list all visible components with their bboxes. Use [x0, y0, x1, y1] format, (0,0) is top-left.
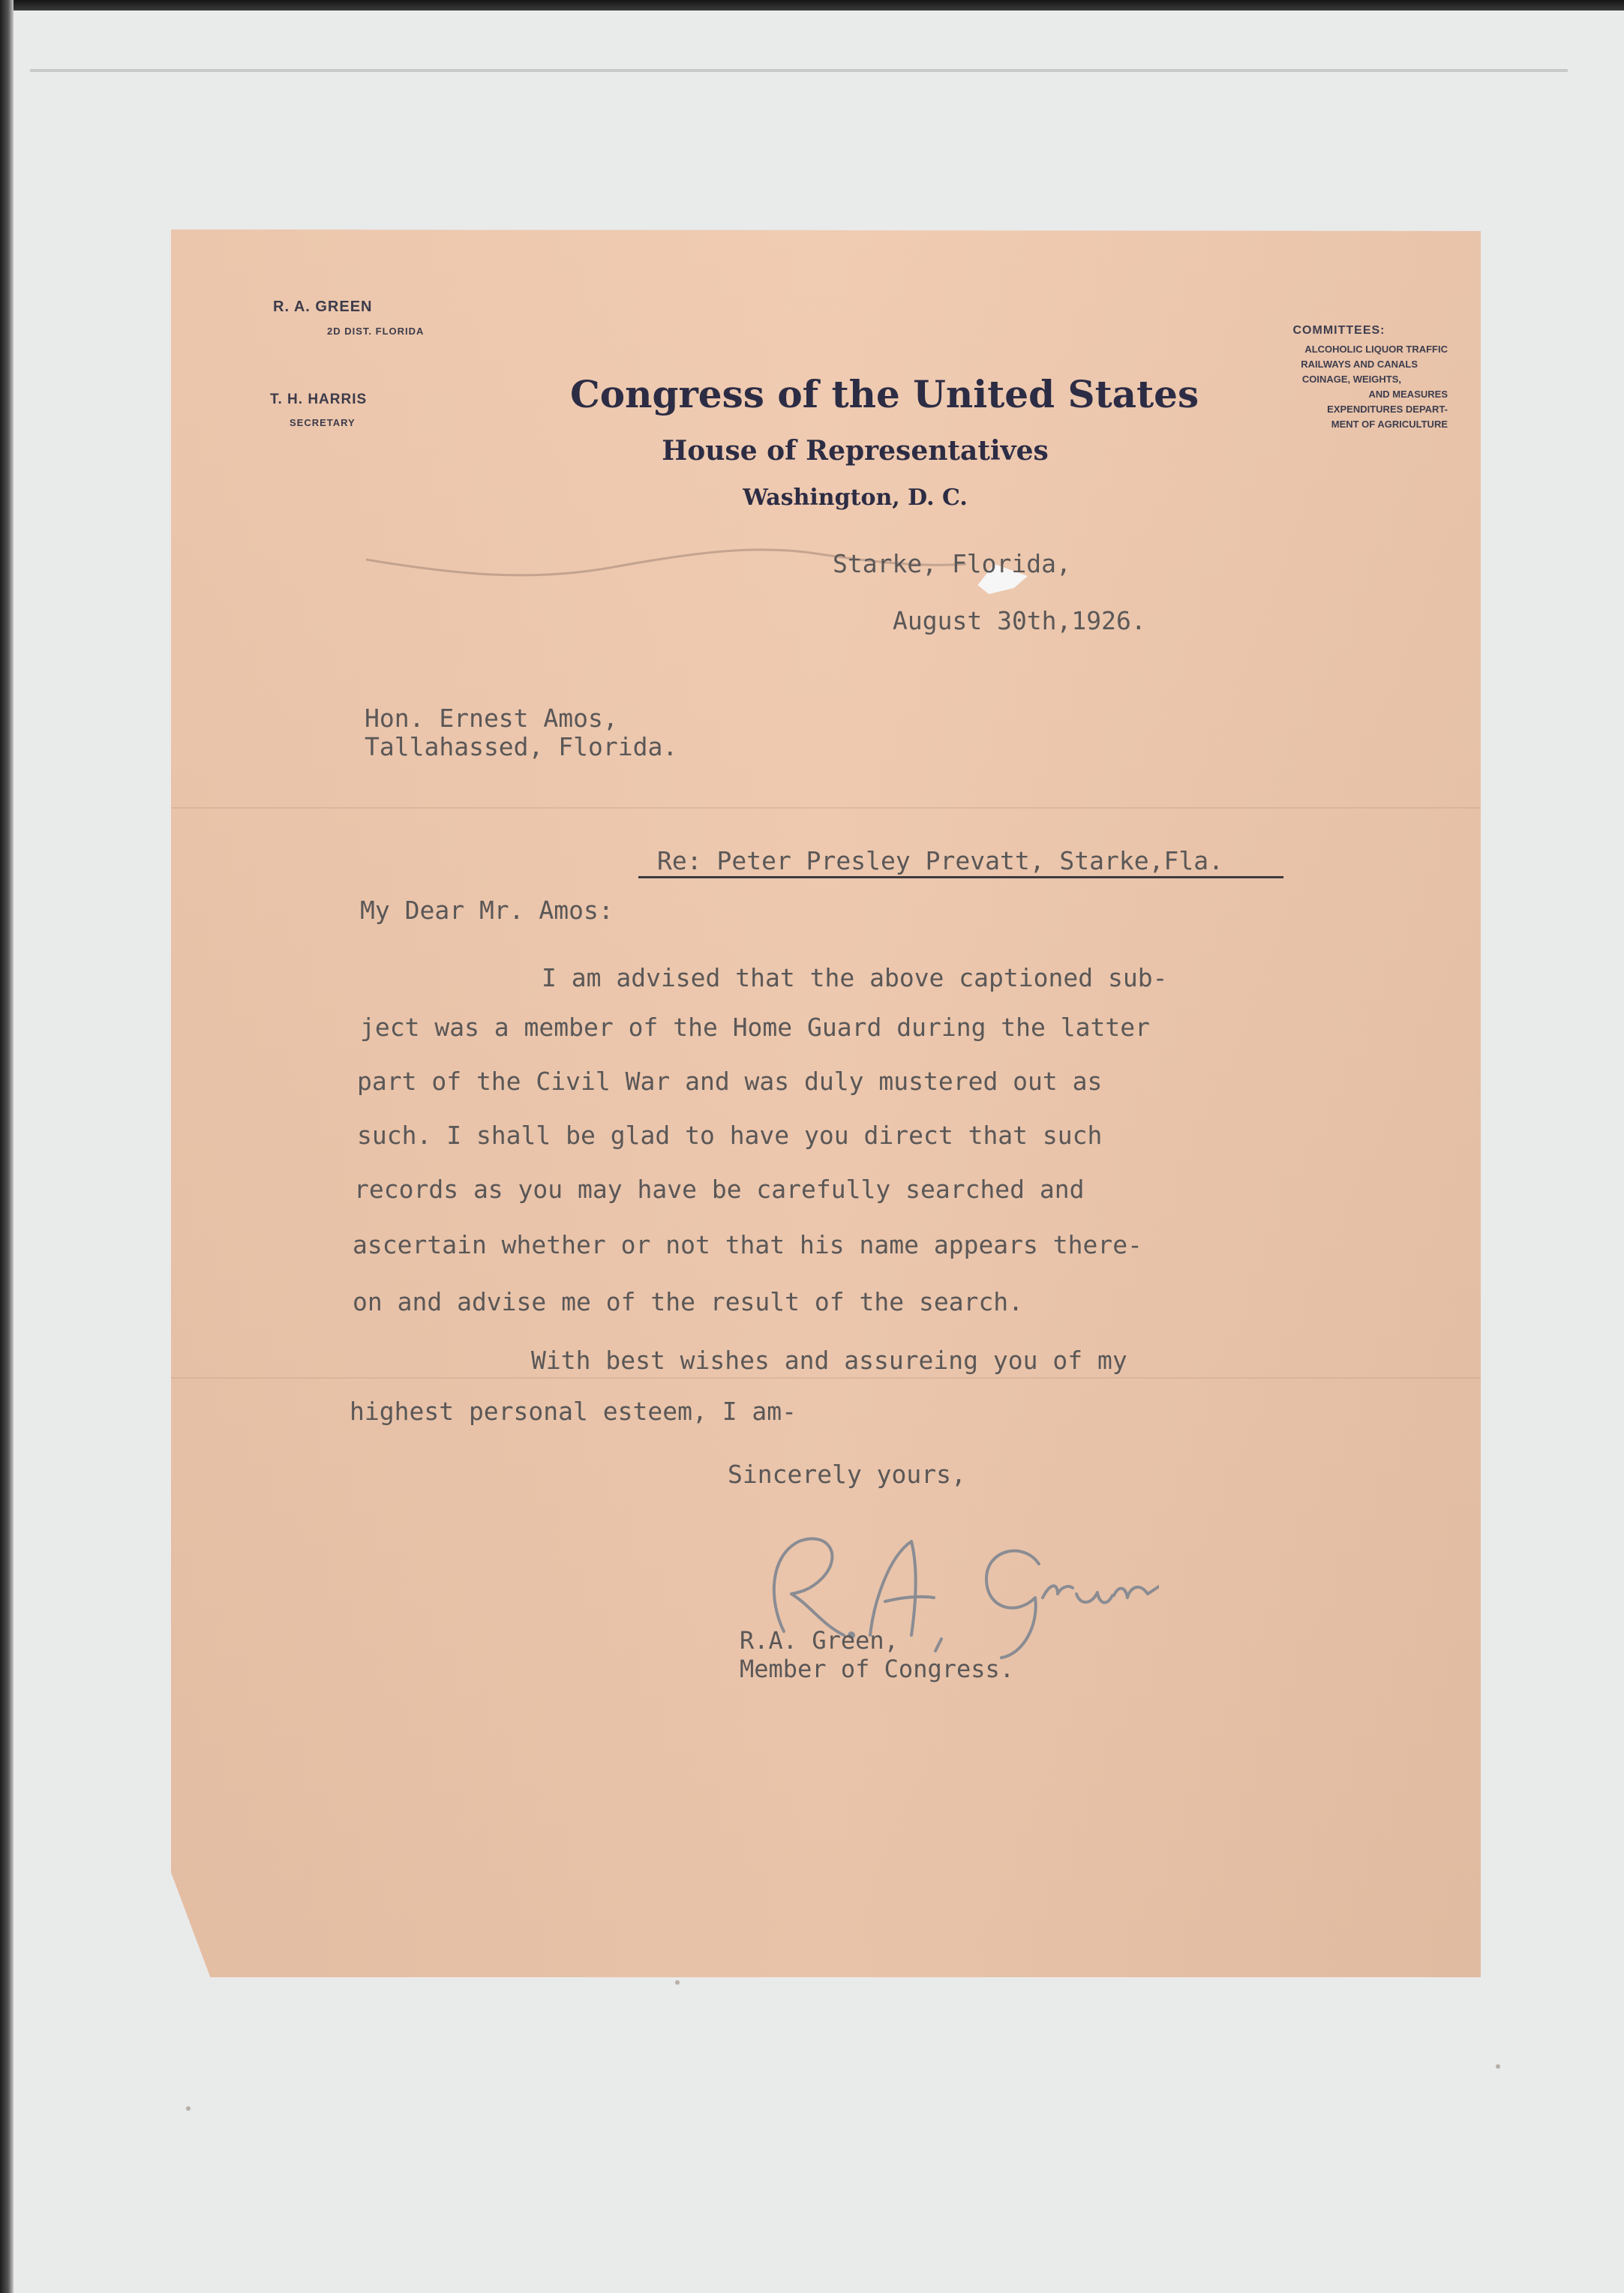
- committee-item: COINAGE, WEIGHTS,: [1301, 374, 1401, 385]
- committee-item: RAILWAYS AND CANALS: [1301, 359, 1418, 370]
- committees-title: COMMITTEES:: [1292, 324, 1385, 337]
- committee-item: ALCOHOLIC LIQUOR TRAFFIC: [1304, 344, 1448, 355]
- signer-title: Member of Congress.: [740, 1655, 1015, 1683]
- committee-item: AND MEASURES: [1368, 389, 1448, 400]
- subject-line: Re: Peter Presley Prevatt, Starke,Fla.: [657, 846, 1223, 875]
- body-line: records as you may have be carefully searched and: [354, 1175, 1085, 1204]
- letter-date: August 30th,1926.: [893, 606, 1146, 635]
- scan-backing-edge: [30, 69, 1568, 72]
- scan-speck: [186, 2106, 191, 2111]
- recipient-line-2: Tallahassed, Florida.: [365, 732, 678, 761]
- committees-list: [1260, 324, 1448, 432]
- body-line: ascertain whether or not that his name appears there-: [353, 1230, 1142, 1259]
- letterhead-subtitle: House of Representatives: [662, 435, 1049, 467]
- secretary-title: SECRETARY: [290, 417, 356, 428]
- letterhead-city: Washington, D. C.: [743, 485, 968, 511]
- committee-item: EXPENDITURES DEPART-: [1327, 404, 1448, 415]
- body-line: I am advised that the above captioned sub-: [542, 963, 1168, 992]
- signer-name: R.A. Green,: [740, 1626, 899, 1655]
- subject-underline: [638, 876, 1283, 878]
- secretary-name: T. H. HARRIS: [270, 392, 368, 407]
- salutation: My Dear Mr. Amos:: [360, 896, 614, 925]
- body-line: ject was a member of the Home Guard during the latter: [360, 1013, 1150, 1042]
- recipient-line-1: Hon. Ernest Amos,: [365, 704, 618, 733]
- fold-line: [171, 807, 1481, 809]
- member-district: 2D DIST. FLORIDA: [327, 326, 425, 337]
- scan-edge-top: [0, 0, 1624, 11]
- body-line: part of the Civil War and was duly mustered out as: [357, 1067, 1103, 1096]
- letter-place: Starke, Florida,: [833, 549, 1071, 578]
- member-name: R. A. GREEN: [273, 299, 373, 315]
- scan-speck: [1496, 2064, 1500, 2069]
- fold-line: [171, 1377, 1481, 1379]
- closing: Sincerely yours,: [728, 1460, 966, 1489]
- body-line: highest personal esteem, I am-: [350, 1397, 797, 1426]
- scan-speck: [675, 1980, 680, 1985]
- committee-item: MENT OF AGRICULTURE: [1331, 419, 1448, 430]
- scan-edge-left: [0, 0, 14, 2293]
- body-line: With best wishes and assureing you of my: [531, 1346, 1127, 1375]
- body-line: such. I shall be glad to have you direct that such: [357, 1121, 1103, 1150]
- body-line: on and advise me of the result of the search.: [353, 1287, 1024, 1316]
- letterhead-title: Congress of the United States: [570, 372, 1199, 416]
